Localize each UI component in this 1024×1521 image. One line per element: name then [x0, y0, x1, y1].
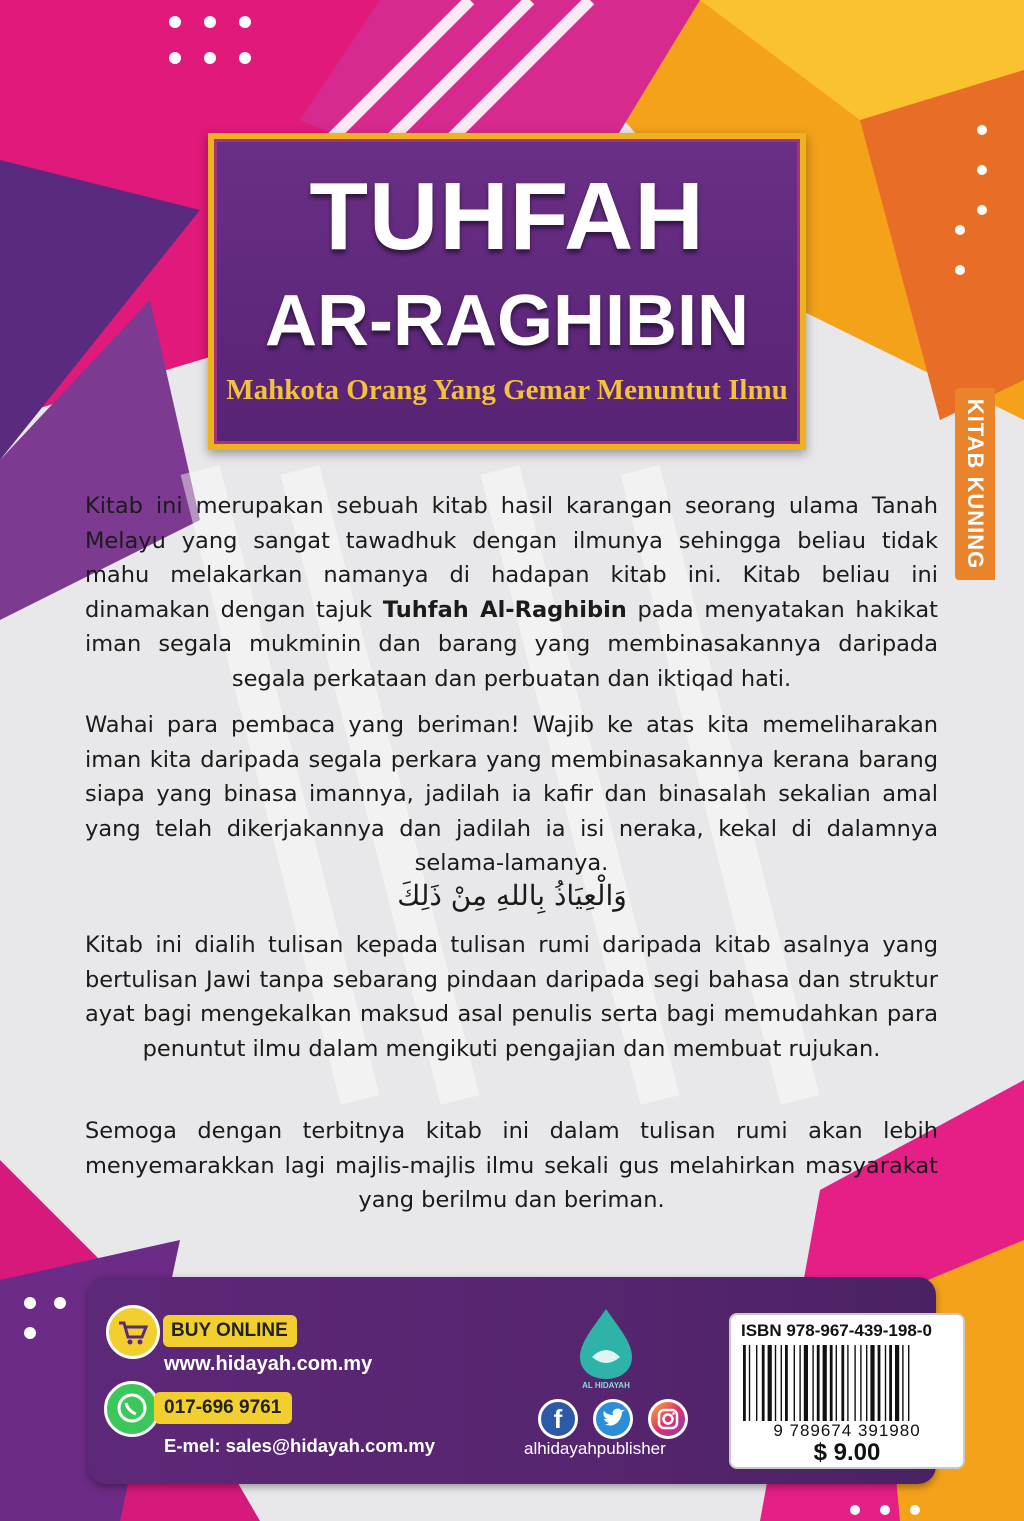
p1-book-title: Tuhfah Al-Raghibin — [382, 596, 627, 623]
facebook-icon[interactable]: f — [538, 1399, 578, 1439]
series-label: KITAB KUNING — [963, 398, 988, 570]
description-paragraph-3: Kitab ini dialih tulisan kepada tulisan rumi daripada kitab asalnya yang bertulisan Jawi tanpa sebarang pindaan daripada segi bahasa dan struktur ayat bagi mengekalkan maksud asal penulis serta bagi memudahkan para penuntut ilmu dalam mengikuti pengajian dan membuat rujukan. — [85, 932, 938, 1062]
contact-panel — [88, 1277, 936, 1484]
buy-online-label: BUY ONLINE — [163, 1315, 297, 1347]
isbn-barcode-box — [731, 1315, 963, 1467]
phone-number: 017-696 9761 — [154, 1392, 292, 1424]
social-handle: alhidayahpublisher — [524, 1439, 666, 1458]
book-tagline: Mahkota Orang Yang Gemar Menuntut Ilmu — [226, 374, 788, 406]
email-address[interactable]: E-mel: sales@hidayah.com.my — [164, 1435, 435, 1456]
description-paragraph-2: Wahai para pembaca yang beriman! Wajib ke atas kita memeliharakan iman kita daripada segala perkara yang membinasakannya kerana barang siapa yang binasa imannya, jadilah ia kafir dan binasalah sekalian amal yang telah dikerjakannya dan jadilah ia isi neraka, kekal di dalamnya selama-lamanya. — [85, 712, 938, 876]
instagram-icon[interactable] — [648, 1399, 688, 1439]
series-side-tab — [955, 388, 995, 580]
publisher-logo-icon — [576, 1307, 636, 1381]
price: $ 9.00 — [813, 1439, 881, 1466]
whatsapp-icon — [104, 1381, 160, 1437]
description-paragraph-4: Semoga dengan terbitnya kitab ini dalam tulisan rumi akan lebih menyemarakkan lagi majlis-majlis ilmu sekali gus melahirkan masyarakat yang berilmu dan beriman. — [85, 1118, 938, 1213]
title-box — [208, 133, 806, 450]
description-paragraph-1 — [85, 489, 938, 696]
p1-text-start: Kitab ini merupakan sebuah kitab hasil karangan seorang ulama Tanah Melayu yang sangat tawadhuk dengan ilmunya sehingga beliau tidak mahu melakarkan namanya di hadapan kitab ini. Kitab beliau ini dinamakan dengan tajuk — [85, 493, 938, 623]
p1-text-end: pada menyatakan hakikat iman segala mukminin dan barang yang membinasakannya daripada segala perkataan dan perbuatan dan iktiqad hati. — [85, 596, 938, 692]
shopping-cart-icon — [106, 1305, 160, 1359]
isbn-number: ISBN 978-967-439-198-0 — [741, 1321, 932, 1340]
twitter-icon[interactable] — [593, 1399, 633, 1439]
website-link[interactable]: www.hidayah.com.my — [164, 1353, 373, 1375]
book-subtitle: AR-RAGHIBIN — [265, 281, 749, 361]
book-title: TUHFAH — [309, 163, 705, 270]
barcode-icon — [741, 1345, 953, 1421]
barcode-digits: 9 789674 391980 — [773, 1421, 921, 1440]
arabic-phrase: وَالْعِيَاذُ بِاللهِ مِنْ ذَلِكَ — [397, 879, 627, 912]
publisher-logo-text: AL HIDAYAH — [582, 1381, 630, 1390]
